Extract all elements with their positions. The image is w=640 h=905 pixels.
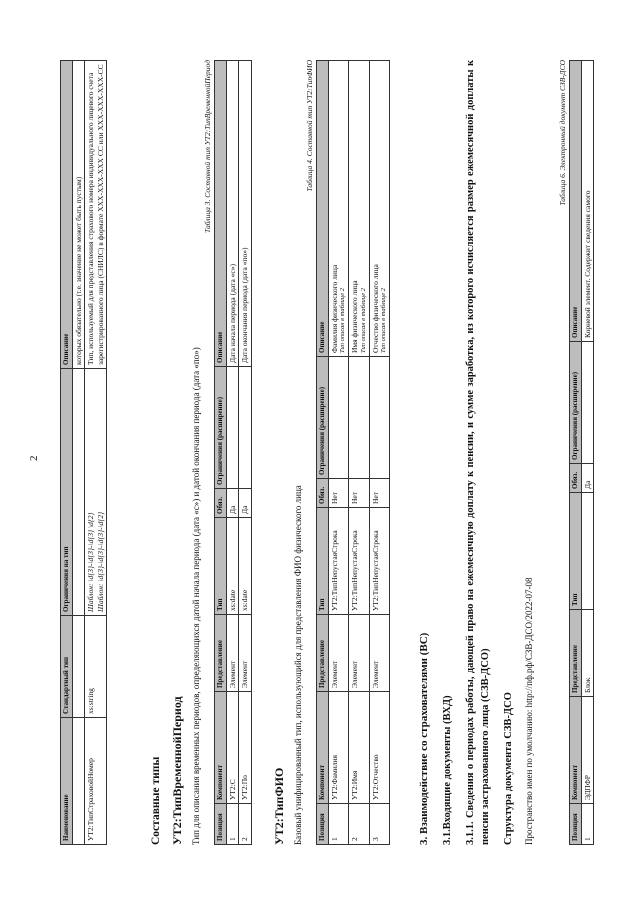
fio-type-description: Базовый унифицированный тип, использующийся для представления ФИО физического лица <box>293 485 303 845</box>
description-cell: которых обязательно (т.е. значение не может быть пустым) <box>72 61 84 369</box>
column-header: Описание <box>215 61 227 367</box>
table-row: 2 УТ2:По Элемент xs:date Да Дата окончания периода (дата «по») <box>239 61 251 845</box>
table-header-row <box>215 61 227 845</box>
restriction-cell <box>85 369 107 616</box>
table-row: 3 УТ2:Отчество Элемент УТ2:ТипНепустаяСтрока Нет Отчество физического лица Тип описан в таблице 2 <box>369 61 390 845</box>
table-header-row <box>317 61 329 845</box>
table-header-row <box>570 61 582 845</box>
table-row: 1 УТ2:С Элемент xs:date Да Дата начала периода (дата «с») <box>226 61 238 845</box>
column-header: Представление <box>570 610 582 697</box>
column-header: Стандартный тип <box>61 616 73 718</box>
type-note: Тип описан в таблице 2 <box>339 288 347 353</box>
column-header: Тип <box>317 508 329 615</box>
namespace-text: Пространство имен по умолчанию: http://пф.рф/СЗВ-ДСО/2022-07-08 <box>524 577 535 845</box>
column-header: Тип <box>570 493 582 610</box>
column-header: Представление <box>215 615 227 692</box>
column-header: Ограничения (расширение) <box>215 367 227 489</box>
column-header: Позиция <box>215 804 227 845</box>
fio-table <box>316 60 390 845</box>
period-type-description: Тип для описания временных периодов, определяющихся датой начала периода (дата «с») и датой окончания периода (дата «по») <box>191 347 201 845</box>
simple-types-table-block <box>60 60 107 845</box>
column-header: Компонент <box>215 692 227 804</box>
section-3-heading: 3. Взаимодействие со страхователями (ВС) <box>418 632 430 845</box>
type-note: Тип описан в таблице 2 <box>359 288 367 353</box>
column-header: Ограничения на тип <box>61 369 73 616</box>
column-header: Тип <box>215 518 227 615</box>
document-table-block <box>558 60 594 845</box>
restriction-line: Шаблон: \d{3}-\d{3}-\d{3} \d{2} <box>86 512 96 612</box>
column-header: Обяз. <box>570 464 582 493</box>
column-header: Компонент <box>570 697 582 804</box>
type-note: Тип описан в таблице 2 <box>380 288 388 353</box>
column-header: Обяз. <box>317 479 329 508</box>
column-header: Представление <box>317 615 329 692</box>
description-text: Фамилия физического лица <box>329 264 339 353</box>
column-header: Ограничения (расширение) <box>317 357 329 479</box>
composite-types-heading: Составные типы <box>150 756 162 845</box>
table-row: 1 ЭДПФР Блок Да Корневой элемент. Содержит сведения самого <box>581 61 593 845</box>
table-header-row <box>61 61 73 845</box>
description-text: Отчество физического лица <box>370 264 380 353</box>
column-header: Ограничения (расширение) <box>570 342 582 464</box>
period-type-heading: УТ2:ТипВременнойПериод <box>170 696 184 845</box>
column-header: Компонент <box>317 692 329 804</box>
type-name-cell: УТ2:ТипСтраховойНомер <box>85 718 107 845</box>
document-table <box>569 60 594 845</box>
table-row <box>72 61 84 845</box>
section-3-1-1-heading: 3.1.1. Сведения о периодах работы, дающей право на ежемесячную доплату к пенсии, и сумме заработка, из которого исчисляется размер ежемесячной доплаты к пенсии застрахованного лица (СЗВ-ДСО) <box>465 60 492 845</box>
column-header: Позиция <box>570 804 582 845</box>
fio-type-heading: УТ2:ТипФИО <box>272 767 286 845</box>
column-header: Описание <box>317 61 329 357</box>
column-header: Позиция <box>317 804 329 845</box>
simple-types-table <box>60 60 107 845</box>
structure-heading: Структура документа СЗВ-ДСО <box>503 692 515 845</box>
period-section <box>170 60 252 845</box>
table-caption: Таблица 3. Составной тип УТ2:ТипВременнойПериод <box>203 60 212 233</box>
table-row <box>85 61 107 845</box>
period-table <box>214 60 252 845</box>
section-3-1-heading: 3.1.Входящие документы (ВХД) <box>442 695 453 845</box>
description-text: Имя физического лица <box>350 280 360 353</box>
restriction-line: Шаблон: \d{3}-\d{3}-\d{3}-\d{2} <box>95 511 105 612</box>
table-caption: Таблица 4. Составной тип УТ2:ТипФИО <box>305 60 314 192</box>
column-header: Обяз. <box>215 489 227 518</box>
column-header: Наименование <box>61 718 73 845</box>
table-caption: Таблица 6. Электронный документ СЗВ-ДСО <box>558 60 567 206</box>
table-row: 2 УТ2:Имя Элемент УТ2:ТипНепустаяСтрока Нет Имя физического лица Тип описан в таблице 2 <box>349 61 370 845</box>
table-row: 1 УТ2:Фамилия Элемент УТ2:ТипНепустаяСтрока Нет Фамилия физического лица Тип описан в таблице 2 <box>328 61 349 845</box>
description-cell: Тип, используемый для представления страхового номера индивидуального лицевого счета зарегистрированного лица (СНИЛС) в формате XXX-XXX-XXX CC или XXX-XXX-XXX-CC <box>85 61 107 369</box>
column-header: Описание <box>570 61 582 342</box>
fio-section <box>272 60 390 845</box>
column-header: Описание <box>61 61 73 369</box>
std-type-cell: xs:string <box>85 616 107 718</box>
page-number: 2 <box>28 455 40 461</box>
section-3 <box>418 60 534 845</box>
